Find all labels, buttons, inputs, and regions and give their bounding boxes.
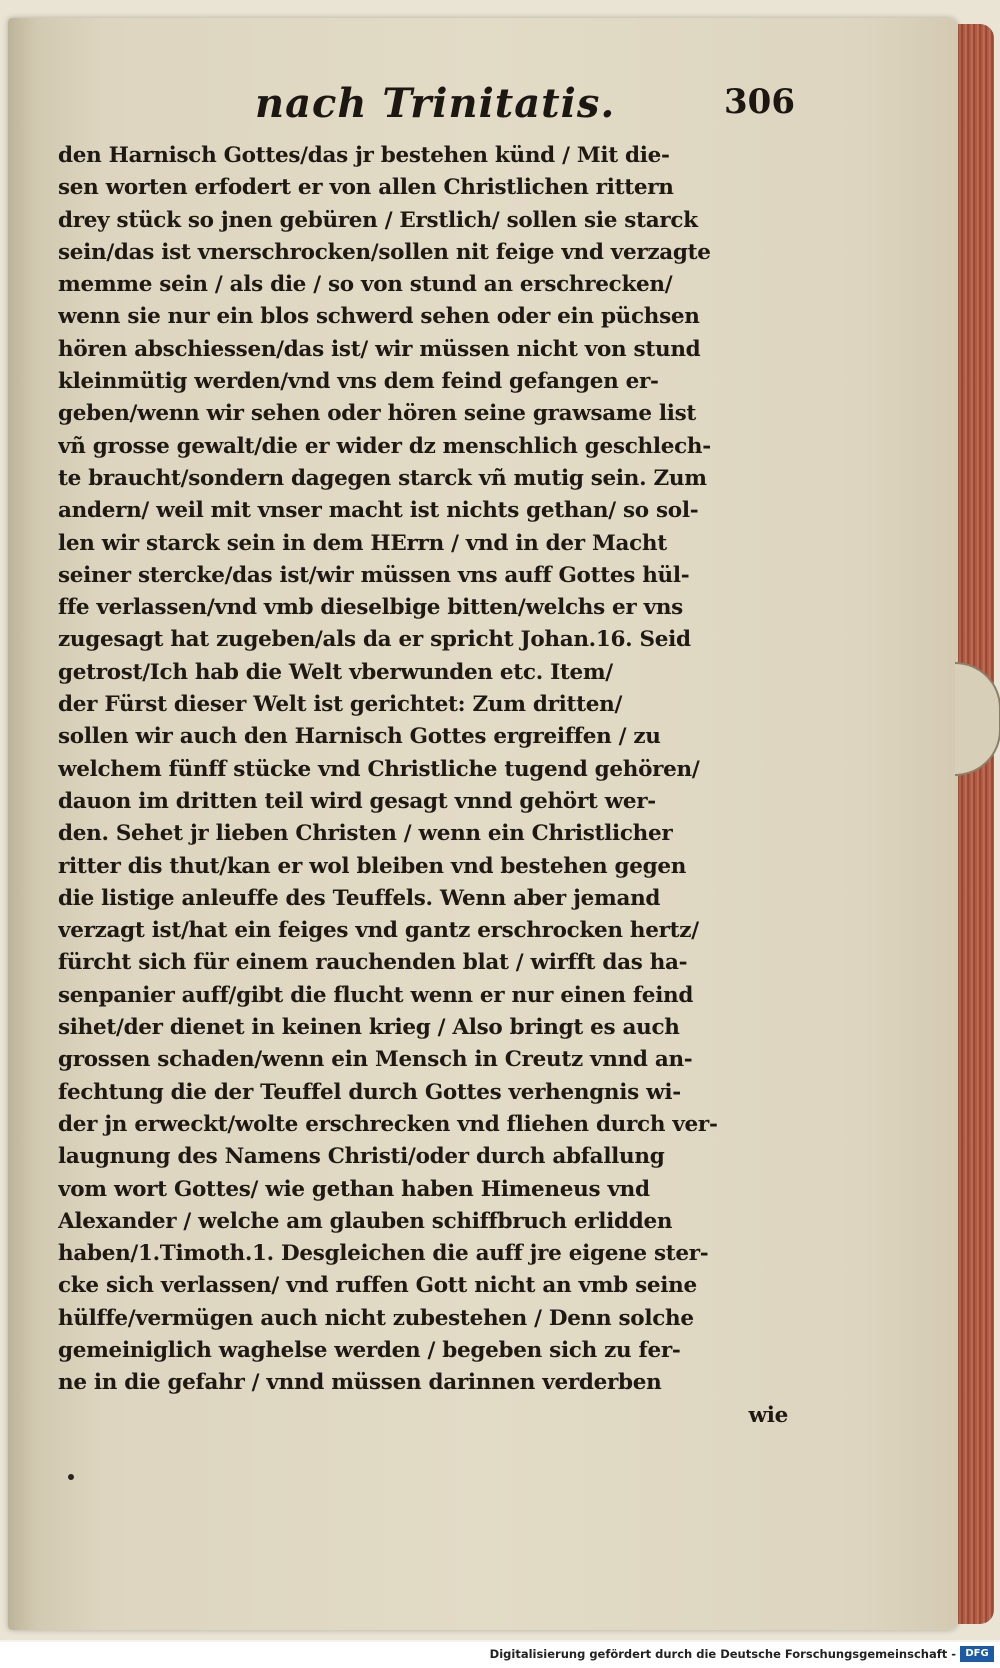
text-line: senpanier auff/gibt die flucht wenn er nur einen feind [58,982,694,1008]
footer-bar [0,1642,1000,1668]
text-line: den. Sehet jr lieben Christen / wenn ein Christlicher [58,821,673,847]
dfg-logo: DFG [960,1646,994,1662]
text-line: fürcht sich für einem rauchenden blat / wirfft das ha- [58,950,688,976]
text-line: memme sein / als die / so von stund an erschrecken/ [58,272,673,298]
text-line: den Harnisch Gottes/das jr bestehen künd / Mit die- [58,143,670,168]
text-line: der jn erweckt/wolte erschrecken vnd fliehen durch ver- [58,1111,718,1137]
text-line: ne in die gefahr / vnnd müssen darinnen verderben [58,1370,662,1396]
text-block [58,140,788,1432]
text-line: len wir starck sein in dem HErrn / vnd in der Macht [58,530,667,556]
text-line: getrost/Ich hab die Welt vberwunden etc. Item/ [58,659,613,685]
text-line: vom wort Gottes/ wie gethan haben Himeneus vnd [58,1176,650,1202]
text-line: fechtung die der Teuffel durch Gottes verhengnis wi- [58,1079,681,1105]
page-header [0,80,1000,130]
text-line: sen worten erfodert er von allen Christlichen rittern [58,175,674,201]
text-line: geben/wenn wir sehen oder hören seine grawsame list [58,401,697,427]
text-line: verzagt ist/hat ein feiges vnd gantz erschrocken hertz/ [58,918,699,944]
text-line: hören abschiessen/das ist/ wir müssen nicht von stund [58,336,701,362]
text-line: ffe verlassen/vnd vmb dieselbige bitten/welchs er vns [58,595,683,621]
text-line: ritter dis thut/kan er wol bleiben vnd bestehen gegen [58,853,687,879]
text-line: drey stück so jnen gebüren / Erstlich/ sollen sie starck [58,207,698,233]
text-line: zugesagt hat zugeben/als da er spricht Johan.16. Seid [58,627,691,653]
text-line: seiner stercke/das ist/wir müssen vns auff Gottes hül- [58,562,690,588]
running-head: nach Trinitatis. [255,80,616,127]
text-line: vñ grosse gewalt/die er wider dz menschlich geschlech- [58,433,711,459]
funding-credit: Digitalisierung gefördert durch die Deutsche Forschungsgemeinschaft - [489,1647,956,1661]
text-line: Alexander / welche am glauben schiffbruch erlidden [58,1208,673,1234]
text-line: te braucht/sondern dagegen starck vñ mutig sein. Zum [58,465,707,491]
text-line: wenn sie nur ein blos schwerd sehen oder ein püchsen [58,304,700,330]
text-line: hülffe/vermügen auch nicht zubestehen / Denn solche [58,1305,694,1331]
book-fore-edge [958,24,994,1624]
text-line: sihet/der dienet in keinen krieg / Also bringt es auch [58,1015,680,1041]
text-line: dauon im dritten teil wird gesagt vnnd gehört wer- [58,788,656,814]
folio-number: 306 [724,82,795,122]
text-line: haben/1.Timoth.1. Desgleichen die auff jre eigene ster- [58,1241,709,1267]
text-line: laugnung des Namens Christi/oder durch abfallung [58,1144,665,1170]
catchword: wie [748,1402,788,1428]
text-line: kleinmütig werden/vnd vns dem feind gefangen er- [58,369,659,395]
text-line: welchem fünff stücke vnd Christliche tugend gehören/ [58,756,700,782]
text-line: die listige anleuffe des Teuffels. Wenn aber jemand [58,885,661,911]
text-line: sein/das ist vnerschrocken/sollen nit feige vnd verzagte [58,239,711,265]
text-line: cke sich verlassen/ vnd ruffen Gott nicht an vmb seine [58,1273,697,1299]
text-line: sollen wir auch den Harnisch Gottes ergreiffen / zu [58,724,661,750]
text-line: andern/ weil mit vnser macht ist nichts gethan/ so sol- [58,498,699,524]
ink-dot [68,1474,74,1480]
text-line: der Fürst dieser Welt ist gerichtet: Zum dritten/ [58,692,623,718]
text-line: grossen schaden/wenn ein Mensch in Creutz vnnd an- [58,1047,693,1073]
text-line: gemeiniglich waghelse werden / begeben sich zu fer- [58,1337,681,1363]
